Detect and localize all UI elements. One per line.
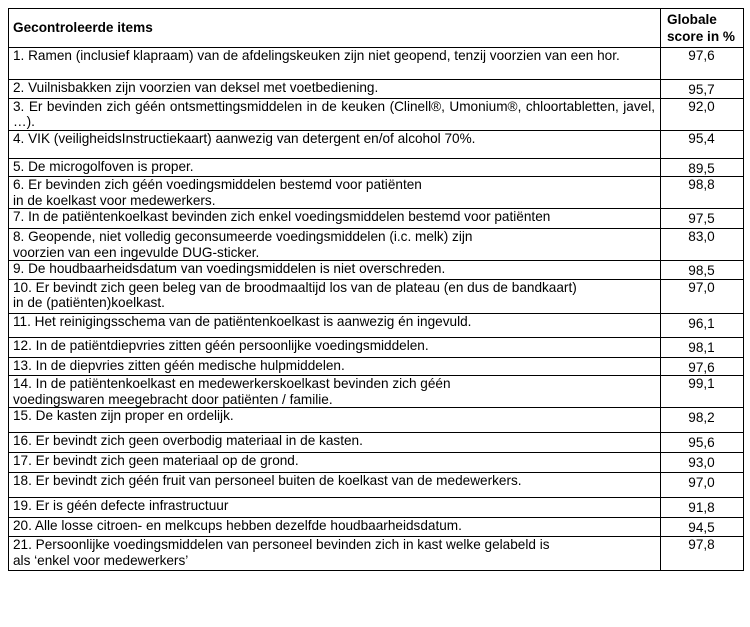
item-cell: 3. Er bevinden zich géén ontsmettingsmiddelen in de keuken (Clinell®, Umonium®, chloortabletten, javel, …). xyxy=(9,98,661,130)
item-cell: 14. In de patiëntenkoelkast en medewerkerskoelkast bevinden zich géén voedingswaren meegebracht door patiënten / familie. xyxy=(9,376,661,408)
item-cell: 15. De kasten zijn proper en ordelijk. xyxy=(9,408,661,433)
table-row xyxy=(9,313,744,337)
item-cell: 4. VIK (veiligheidsInstructiekaart) aanwezig van detergent en/of alcohol 70%. xyxy=(9,130,661,158)
score-cell: 98,8 xyxy=(661,177,744,209)
table-row xyxy=(9,98,744,130)
header-score: Globale score in % xyxy=(661,9,744,48)
item-cell: 6. Er bevinden zich géén voedingsmiddelen bestemd voor patiënten in de koelkast voor medewerkers. xyxy=(9,177,661,209)
score-cell: 98,1 xyxy=(661,337,744,357)
item-cell: 19. Er is géén defecte infrastructuur xyxy=(9,498,661,518)
score-cell: 97,5 xyxy=(661,209,744,229)
table-row xyxy=(9,48,744,80)
score-cell: 89,5 xyxy=(661,158,744,177)
table-row xyxy=(9,80,744,99)
item-cell: 13. In de diepvries zitten géén medische hulpmiddelen. xyxy=(9,357,661,376)
results-table-container xyxy=(8,8,743,571)
item-cell: 17. Er bevindt zich geen materiaal op de grond. xyxy=(9,453,661,473)
score-cell: 99,1 xyxy=(661,376,744,408)
item-cell: 16. Er bevindt zich geen overbodig materiaal in de kasten. xyxy=(9,433,661,453)
table-row xyxy=(9,279,744,313)
score-cell: 92,0 xyxy=(661,98,744,130)
score-cell: 95,7 xyxy=(661,80,744,99)
table-row xyxy=(9,537,744,571)
score-cell: 98,5 xyxy=(661,261,744,280)
table-header-row xyxy=(9,9,744,48)
table-row xyxy=(9,408,744,433)
table-row xyxy=(9,433,744,453)
table-row xyxy=(9,453,744,473)
item-cell: 20. Alle losse citroen- en melkcups hebben dezelfde houdbaarheidsdatum. xyxy=(9,518,661,537)
item-cell: 11. Het reinigingsschema van de patiëntenkoelkast is aanwezig én ingevuld. xyxy=(9,313,661,337)
score-cell: 97,8 xyxy=(661,537,744,571)
table-row xyxy=(9,473,744,498)
item-cell: 7. In de patiëntenkoelkast bevinden zich enkel voedingsmiddelen bestemd voor patiënten xyxy=(9,209,661,229)
table-row xyxy=(9,261,744,280)
score-cell: 96,1 xyxy=(661,313,744,337)
score-cell: 97,6 xyxy=(661,357,744,376)
results-table xyxy=(8,8,744,571)
table-row xyxy=(9,357,744,376)
item-cell: 12. In de patiëntdiepvries zitten géén persoonlijke voedingsmiddelen. xyxy=(9,337,661,357)
table-row xyxy=(9,376,744,408)
table-row xyxy=(9,229,744,261)
table-row xyxy=(9,158,744,177)
item-cell: 21. Persoonlijke voedingsmiddelen van personeel bevinden zich in kast welke gelabeld is als ‘enkel voor medewerkers’ xyxy=(9,537,661,571)
score-cell: 97,6 xyxy=(661,48,744,80)
score-cell: 91,8 xyxy=(661,498,744,518)
score-cell: 94,5 xyxy=(661,518,744,537)
item-cell: 5. De microgolfoven is proper. xyxy=(9,158,661,177)
score-cell: 97,0 xyxy=(661,279,744,313)
score-cell: 95,6 xyxy=(661,433,744,453)
item-cell: 10. Er bevindt zich geen beleg van de broodmaaltijd los van de plateau (en dus de bandkaart) in de (patiënten)koelkast. xyxy=(9,279,661,313)
item-cell: 1. Ramen (inclusief klapraam) van de afdelingskeuken zijn niet geopend, tenzij voorzien van een hor. xyxy=(9,48,661,80)
score-cell: 95,4 xyxy=(661,130,744,158)
table-row xyxy=(9,518,744,537)
table-row xyxy=(9,498,744,518)
score-cell: 97,0 xyxy=(661,473,744,498)
header-items: Gecontroleerde items xyxy=(9,9,661,48)
table-row xyxy=(9,209,744,229)
item-cell: 8. Geopende, niet volledig geconsumeerde voedingsmiddelen (i.c. melk) zijn voorzien van een ingevulde DUG-sticker. xyxy=(9,229,661,261)
score-cell: 93,0 xyxy=(661,453,744,473)
item-cell: 18. Er bevindt zich géén fruit van personeel buiten de koelkast van de medewerkers. xyxy=(9,473,661,498)
table-row xyxy=(9,177,744,209)
table-row xyxy=(9,337,744,357)
score-cell: 98,2 xyxy=(661,408,744,433)
table-row xyxy=(9,130,744,158)
item-cell: 2. Vuilnisbakken zijn voorzien van deksel met voetbediening. xyxy=(9,80,661,99)
score-cell: 83,0 xyxy=(661,229,744,261)
item-cell: 9. De houdbaarheidsdatum van voedingsmiddelen is niet overschreden. xyxy=(9,261,661,280)
